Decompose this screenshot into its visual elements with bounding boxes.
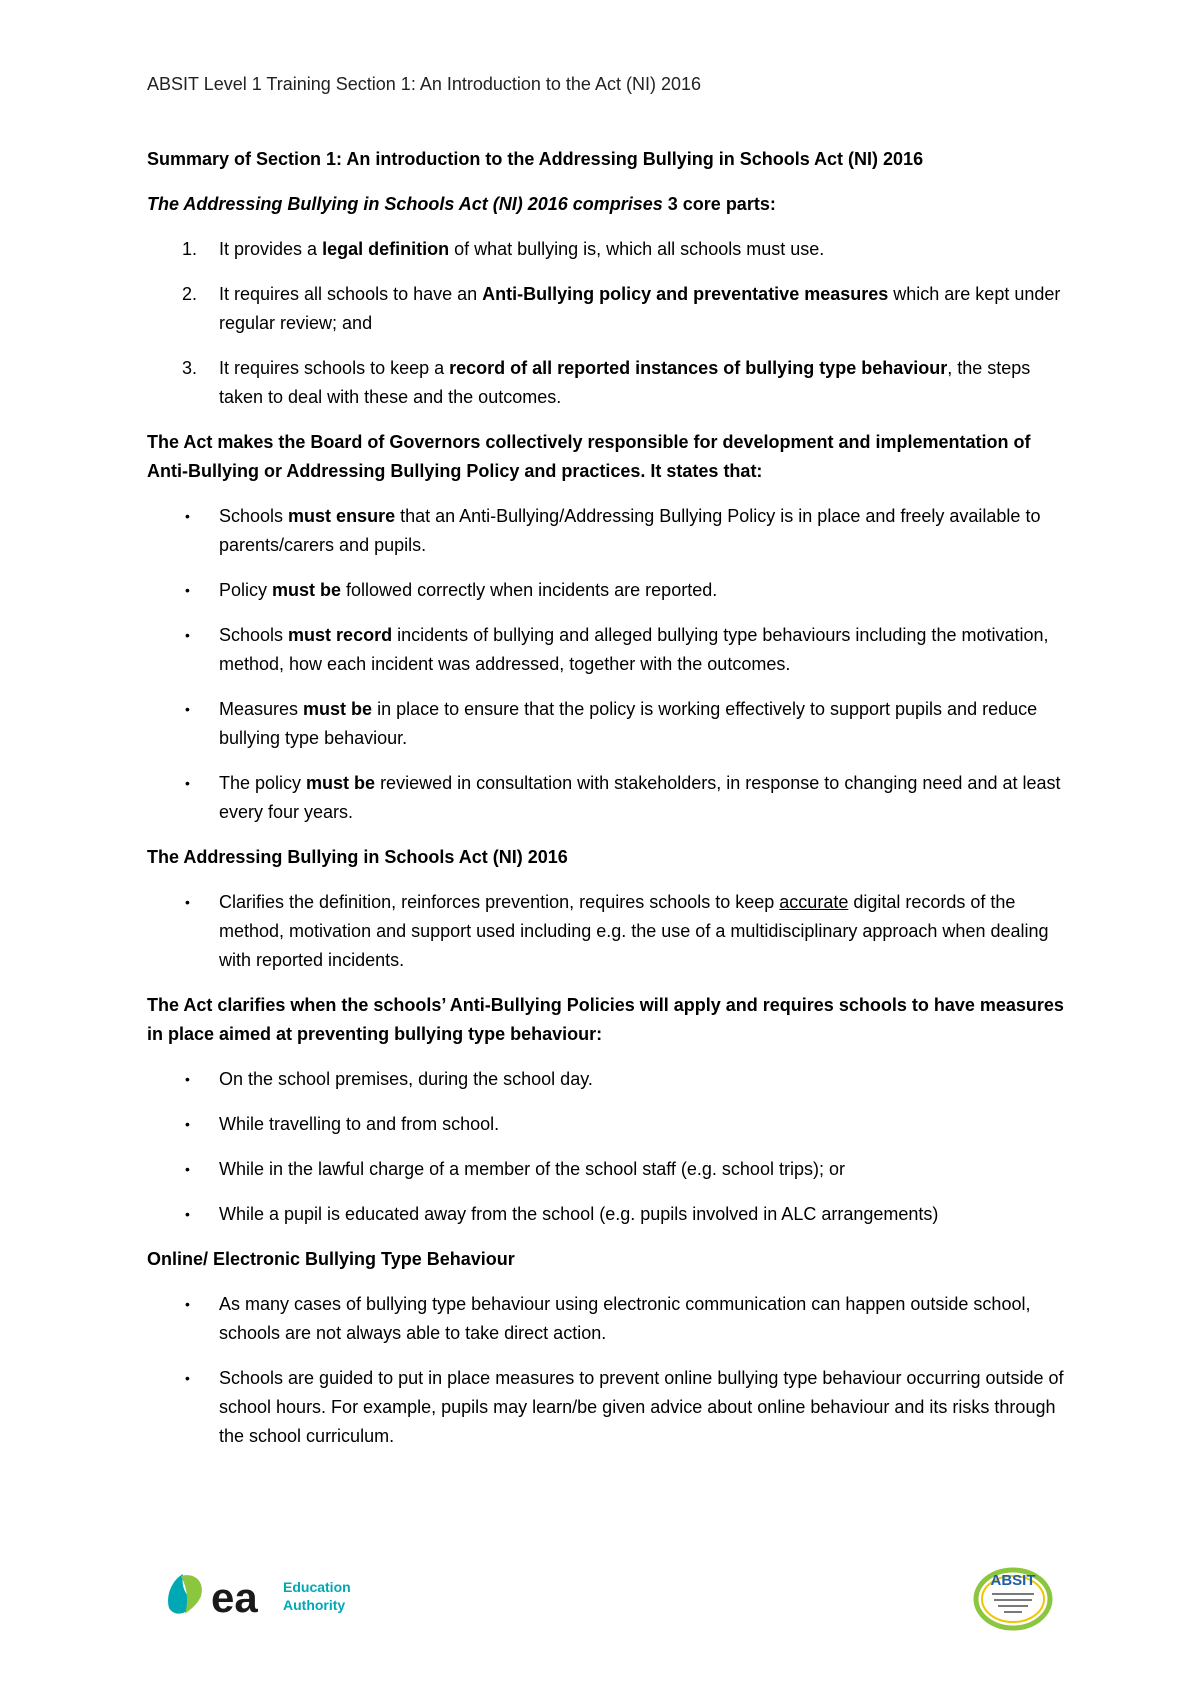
ea-line2: Authority — [283, 1597, 346, 1613]
bullet-icon: • — [185, 1161, 190, 1177]
list-item — [147, 769, 1069, 827]
online-heading: Online/ Electronic Bullying Type Behaviour — [147, 1249, 515, 1269]
list-item — [147, 1290, 1069, 1348]
item-text: which are kept under regular review; and — [219, 284, 1061, 333]
bullet-icon: • — [185, 1071, 190, 1087]
page-header: ABSIT Level 1 Training Section 1: An Introduction to the Act (NI) 2016 — [147, 74, 701, 94]
item-text: incidents of bullying and alleged bullying type behaviours including the motivation, method, how each incident was addressed, together with the outcomes. — [219, 625, 1049, 674]
summary-title: Summary of Section 1: An introduction to the Addressing Bullying in Schools Act (NI) 2016 — [147, 149, 924, 169]
bullet-icon: • — [185, 627, 190, 643]
act-heading: The Addressing Bullying in Schools Act (NI) 2016 — [147, 847, 568, 867]
apply-heading: The Act clarifies when the schools’ Anti-Bullying Policies will apply and requires schools to have measures in place aimed at preventing bullying type behaviour: — [147, 995, 1064, 1044]
bullet-icon: • — [185, 1206, 190, 1222]
board-bullets — [147, 502, 1069, 827]
list-item — [147, 354, 1069, 412]
online-bullets — [147, 1290, 1069, 1451]
item-bold: legal definition — [322, 239, 450, 259]
bullet-icon: • — [185, 701, 190, 717]
list-number: 2. — [182, 284, 198, 304]
item-text: Schools are guided to put in place measures to prevent online bullying type behaviour occurring outside of school hours. For example, pupils may learn/be given advice about online behaviour and its risks through the school curriculum. — [219, 1368, 1064, 1446]
document-body — [147, 145, 1069, 1467]
item-text: Schools — [219, 625, 289, 645]
bullet-icon: • — [185, 894, 190, 910]
list-item — [147, 695, 1069, 753]
list-number: 1. — [182, 239, 198, 259]
education-authority-logo — [165, 1570, 355, 1622]
list-item — [147, 235, 1069, 264]
item-bold: record of all reported instances of bullying type behaviour — [449, 358, 948, 378]
bullet-icon: • — [185, 1370, 190, 1386]
bullet-icon: • — [185, 1116, 190, 1132]
ea-mark: ea — [211, 1574, 258, 1621]
item-text: While travelling to and from school. — [219, 1114, 500, 1134]
apply-bullets — [147, 1065, 1069, 1229]
list-item — [147, 1200, 1069, 1229]
intro-line — [147, 190, 1069, 219]
absit-logo — [972, 1563, 1054, 1631]
list-item — [147, 621, 1069, 679]
item-text: Schools — [219, 506, 289, 526]
intro-rest: 3 core parts: — [662, 194, 776, 214]
item-bold: must be — [306, 773, 376, 793]
item-text: While in the lawful charge of a member of the school staff (e.g. school trips); or — [219, 1159, 845, 1179]
item-underlined: accurate — [779, 892, 849, 912]
item-text: in place to ensure that the policy is working effectively to support pupils and reduce bullying type behaviour. — [219, 699, 1038, 748]
item-text: of what bullying is, which all schools must use. — [449, 239, 825, 259]
item-text: It provides a — [219, 239, 323, 259]
bullet-icon: • — [185, 508, 190, 524]
bullet-icon: • — [185, 582, 190, 598]
list-number: 3. — [182, 358, 198, 378]
list-item — [147, 576, 1069, 605]
ea-line1: Education — [283, 1579, 351, 1595]
item-text: that an Anti-Bullying/Addressing Bullying Policy is in place and freely available to parents/carers and pupils. — [219, 506, 1041, 555]
absit-text: ABSIT — [990, 1572, 1036, 1589]
board-heading: The Act makes the Board of Governors collectively responsible for development and implementation of Anti-Bullying or Addressing Bullying Policy and practices. It states that: — [147, 432, 1031, 481]
item-text: The policy — [219, 773, 307, 793]
item-text: Policy — [219, 580, 273, 600]
list-item — [147, 1065, 1069, 1094]
act-bullets — [147, 888, 1069, 975]
item-bold: Anti-Bullying policy and preventative measures — [482, 284, 889, 304]
item-text: digital records of the method, motivation and support used including e.g. the use of a multidisciplinary approach when dealing with reported incidents. — [219, 892, 1049, 970]
item-text: reviewed in consultation with stakeholders, in response to changing need and at least every four years. — [219, 773, 1061, 822]
list-item — [147, 1110, 1069, 1139]
list-item — [147, 888, 1069, 975]
list-item — [147, 502, 1069, 560]
bullet-icon: • — [185, 775, 190, 791]
item-text: On the school premises, during the school day. — [219, 1069, 593, 1089]
core-parts-list — [147, 235, 1069, 412]
list-item — [147, 280, 1069, 338]
item-text: , the steps taken to deal with these and the outcomes. — [219, 358, 1031, 407]
item-text: followed correctly when incidents are reported. — [341, 580, 718, 600]
item-text: It requires schools to keep a — [219, 358, 450, 378]
list-item — [147, 1155, 1069, 1184]
item-bold: must be — [303, 699, 373, 719]
item-text: It requires all schools to have an — [219, 284, 483, 304]
intro-italic: The Addressing Bullying in Schools Act (NI) 2016 comprises — [147, 194, 663, 214]
item-bold: must record — [288, 625, 393, 645]
item-text: While a pupil is educated away from the school (e.g. pupils involved in ALC arrangements) — [219, 1204, 939, 1224]
item-text: Measures — [219, 699, 304, 719]
item-bold: must be — [272, 580, 342, 600]
item-text: As many cases of bullying type behaviour using electronic communication can happen outside school, schools are not always able to take direct action. — [219, 1294, 1031, 1343]
item-bold: must ensure — [288, 506, 396, 526]
list-item — [147, 1364, 1069, 1451]
bullet-icon: • — [185, 1296, 190, 1312]
item-text: Clarifies the definition, reinforces prevention, requires schools to keep — [219, 892, 780, 912]
